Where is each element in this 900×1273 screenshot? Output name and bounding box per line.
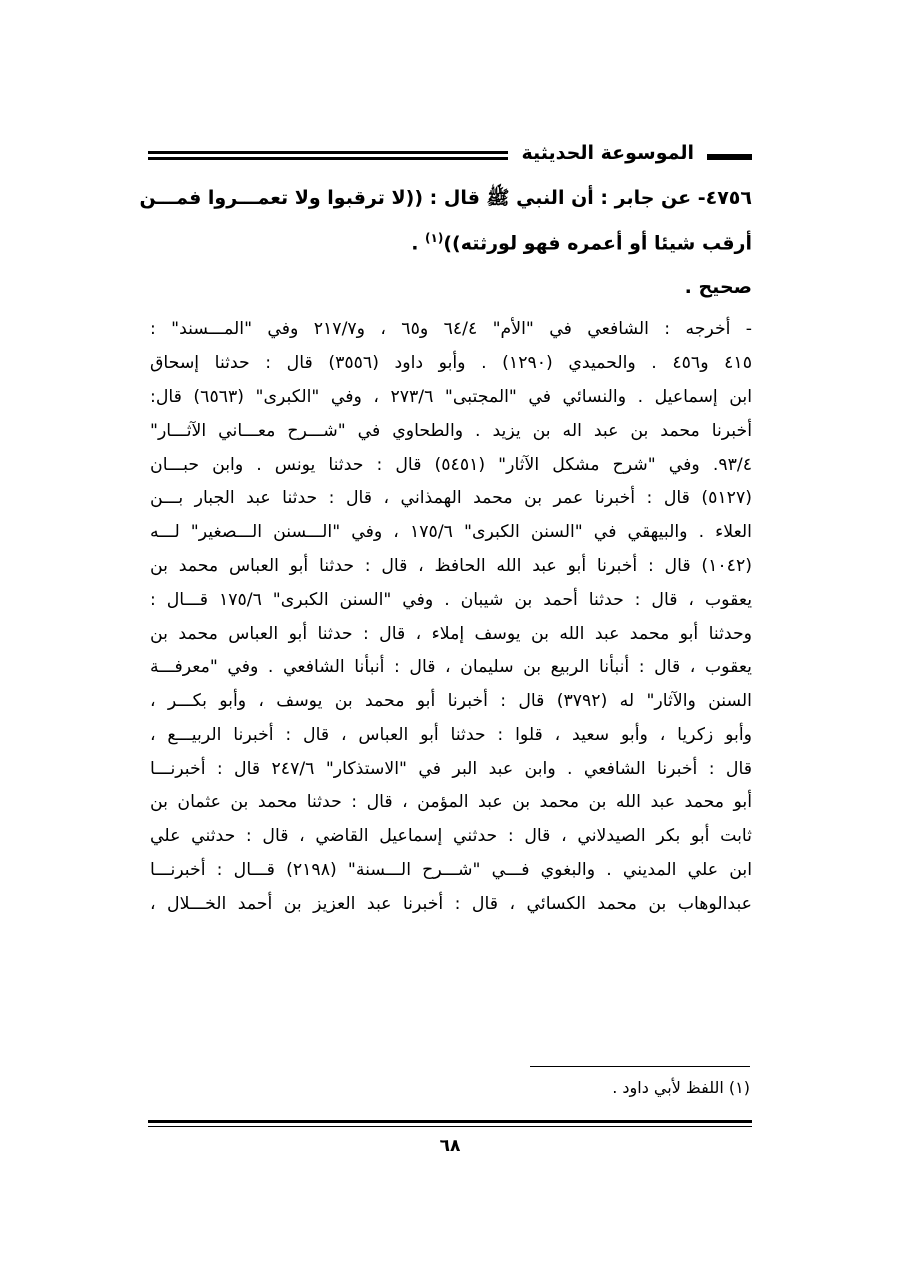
- takhrij-line: يعقوب ، قال : أنبأنا الربيع بن سليمان ، قال : أنبأنا الشافعي . وفي "معرفـــة: [150, 657, 752, 678]
- takhrij-line: قال : أخبرنا الشافعي . وابن عبد البر في "الاستذكار" ٢٤٧/٦ قال : أخبرنـــا: [150, 758, 752, 779]
- takhrij-line: أبو محمد عبد الله بن محمد بن عبد المؤمن ، قال : حدثنا محمد بن عثمان بن: [150, 792, 752, 813]
- footnote-separator: [530, 1066, 750, 1067]
- takhrij-line: ٩٣/٤. وفي "شرح مشكل الآثار" (٥٤٥١) قال : حدثنا يونس . وابن حبـــان: [150, 454, 752, 475]
- hadith-line-text: أرقب شيئا أو أعمره فهو لورثته)): [443, 232, 752, 255]
- header-rule-short: [707, 154, 752, 160]
- takhrij-line: السنن والآثار" له (٣٧٩٢) قال : أخبرنا أبو محمد بن يوسف ، وأبو بكـــر ،: [150, 691, 752, 712]
- running-title: الموسوعة الحديثية: [521, 142, 694, 164]
- hadith-text: [139, 178, 752, 263]
- hadith-line: [150, 218, 752, 263]
- footer-rule: [148, 1120, 752, 1127]
- takhrij-line: عبدالوهاب بن محمد الكسائي ، قال : أخبرنا عبد العزيز بن أحمد الخـــلال ،: [150, 893, 752, 914]
- takhrij-line: العلاء . والبيهقي في "السنن الكبرى" ١٧٥/٦ ، وفي "الـــسنن الـــصغير" لـــه: [150, 522, 752, 543]
- footnote-marker[interactable]: (١): [425, 231, 444, 245]
- takhrij-line: يعقوب ، قال : حدثنا أحمد بن شيبان . وفي "السنن الكبرى" ١٧٥/٦ قـــال :: [150, 589, 752, 610]
- takhrij-line: وأبو زكريا ، وأبو سعيد ، قلوا : حدثنا أبو العباس ، قال : أخبرنا الربيـــع ،: [150, 724, 752, 745]
- takhrij-line: (١٠٤٢) قال : أخبرنا أبو عبد الله الحافظ ، قال : حدثنا أبو العباس محمد بن: [150, 555, 752, 576]
- takhrij-paragraph: [150, 313, 752, 921]
- takhrij-line: ثابت أبو بكر الصيدلاني ، قال : حدثني إسماعيل القاضي ، قال : حدثني علي: [150, 826, 752, 847]
- takhrij-line: ابن علي المديني . والبغوي فـــي "شـــرح الـــسنة" (٢١٩٨) قـــال : أخبرنـــا: [150, 860, 753, 881]
- footnote: (١) اللفظ لأبي داود .: [612, 1078, 750, 1097]
- takhrij-line: ابن إسماعيل . والنسائي في "المجتبى" ٢٧٣/٦ ، وفي "الكبرى" (٦٥٦٣) قال:: [150, 386, 752, 407]
- takhrij-line: وحدثنا أبو محمد عبد الله بن يوسف إملاء ، قال : حدثنا أبو العباس محمد بن: [150, 623, 752, 644]
- page-header: [148, 142, 752, 172]
- header-rule-double: [148, 151, 508, 160]
- takhrij-line: ٤١٥ و٤٥٦ . والحميدي (١٢٩٠) . وأبو داود (٣٥٥٦) قال : حدثنا إسحاق: [150, 353, 752, 374]
- takhrij-line: أخبرنا محمد بن عبد اله بن يزيد . والطحاوي في "شـــرح معـــاني الآثـــار": [150, 420, 752, 441]
- takhrij-line: - أخرجه : الشافعي في "الأم" ٦٤/٤ و٦٥ ، و٢١٧/٧ وفي "المـــسند" :: [150, 319, 753, 340]
- hadith-line: ٤٧٥٦- عن جابر : أن النبي ﷺ قال : ((لا ترقبوا ولا تعمـــروا فمـــن: [139, 187, 752, 209]
- takhrij-line: (٥١٢٧) قال : أخبرنا عمر بن محمد الهمذاني ، قال : حدثنا عبد الجبار بـــن: [150, 488, 752, 509]
- page-number: ٦٨: [439, 1136, 461, 1156]
- hadith-line-end: .: [411, 232, 426, 255]
- hadith-grade: صحيح .: [684, 276, 752, 299]
- page-content: [139, 178, 753, 922]
